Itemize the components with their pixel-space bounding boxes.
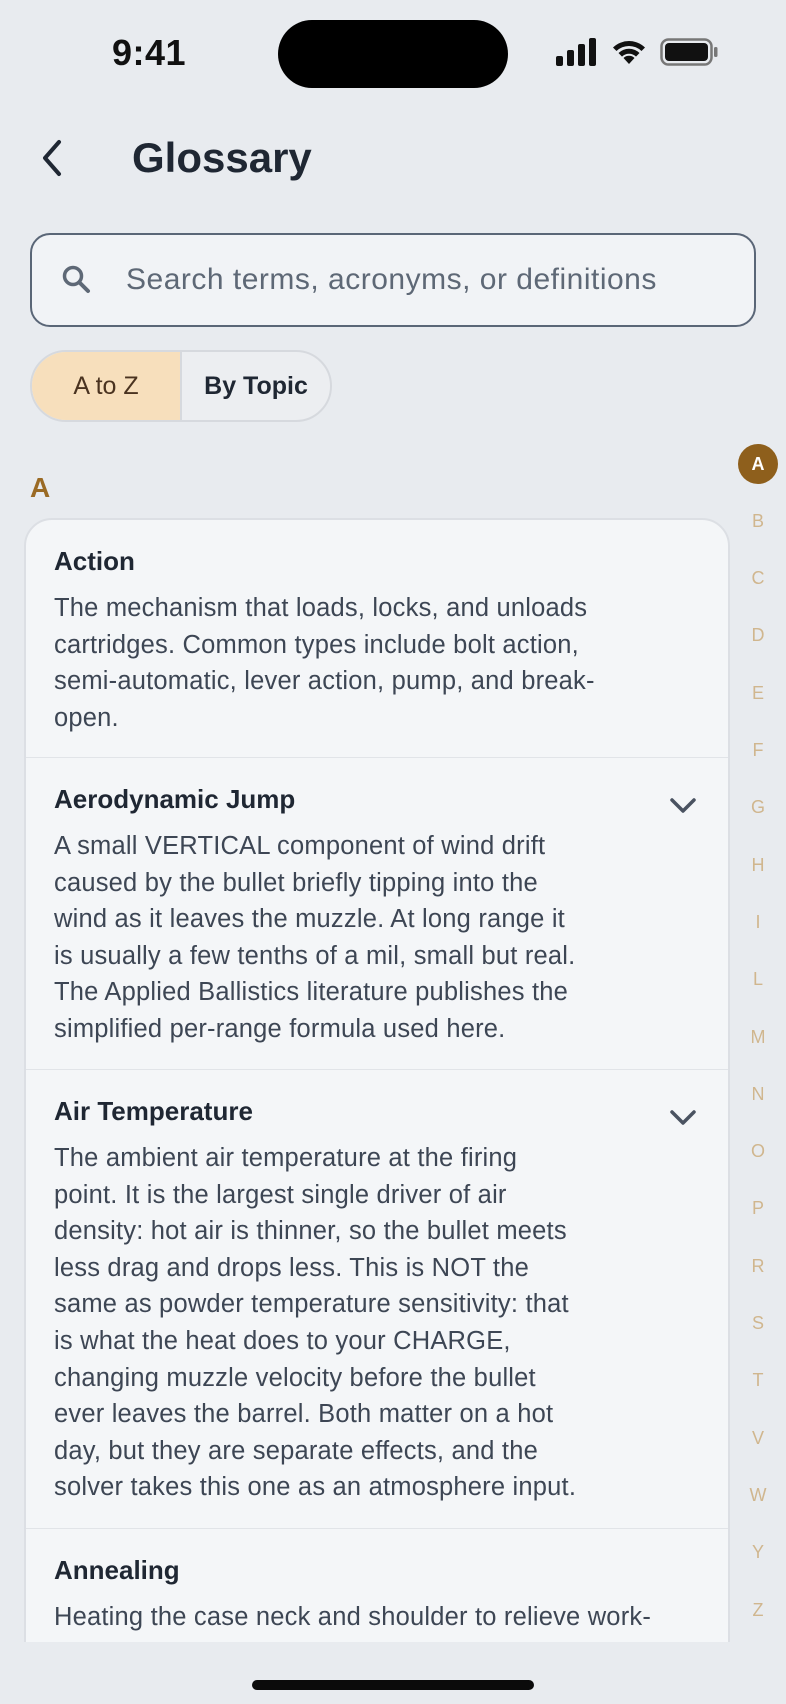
alphabet-index-letter-b[interactable]: B [751, 510, 764, 531]
wifi-icon [610, 36, 648, 66]
alphabet-index-letter-h[interactable]: H [751, 854, 765, 875]
definition-line: solver takes this one as an atmosphere input. [54, 1473, 577, 1502]
definition-line: The ambient air temperature at the firing [54, 1144, 518, 1172]
alphabet-index-letter-g[interactable]: G [750, 797, 765, 818]
definition-line: caused by the bullet briefly tipping into the [54, 868, 538, 897]
chevron-down-icon[interactable] [668, 796, 698, 816]
definition-line: simplified per-range formula used here. [54, 1014, 506, 1043]
entry-term: Action [54, 546, 135, 576]
alphabet-index-letter-v[interactable]: V [751, 1427, 764, 1448]
glossary-entry-air-temperature[interactable] [26, 1070, 728, 1529]
sort-mode-segmented-control [30, 350, 332, 422]
alphabet-index-letter-o[interactable]: O [750, 1141, 765, 1162]
definition-line: ever leaves the barrel. Both matter on a hot [54, 1400, 554, 1429]
definition-line: semi-automatic, lever action, pump, and break- [54, 667, 595, 696]
definition-line: point. It is the largest single driver of air [54, 1180, 507, 1209]
definition-line: same as powder temperature sensitivity: that [54, 1290, 569, 1319]
definition-line: The Applied Ballistics literature publishes the [54, 978, 569, 1007]
alphabet-index-letter-m[interactable]: M [750, 1026, 766, 1047]
cellular-signal-icon [556, 38, 598, 66]
entry-definition [54, 828, 575, 1048]
definition-line: The mechanism that loads, locks, and unloads [54, 594, 588, 622]
glossary-entry-aerodynamic-jump[interactable] [26, 758, 728, 1070]
definition-line: less drag and drops less. This is NOT the [54, 1253, 529, 1282]
alphabet-index-letter-w[interactable]: W [749, 1484, 767, 1505]
segment-by-topic[interactable]: By Topic [204, 371, 308, 400]
alphabet-index-letter-s[interactable]: S [751, 1313, 764, 1333]
status-bar [0, 0, 786, 100]
search-icon [60, 263, 94, 297]
definition-line: wind as it leaves the muzzle. At long range it [54, 905, 565, 934]
definition-line: cartridges. Common types include bolt action, [54, 630, 579, 659]
alphabet-index-letter-c[interactable]: C [751, 568, 765, 589]
entry-term: Annealing [54, 1555, 180, 1585]
definition-line: changing muzzle velocity before the bullet [54, 1363, 536, 1392]
alphabet-index-letter-d[interactable]: D [751, 625, 765, 646]
definition-line: day, but they are separate effects, and the [54, 1436, 538, 1465]
alphabet-index-letter-n[interactable]: N [751, 1083, 765, 1104]
entry-definition [54, 590, 595, 736]
dynamic-island [278, 20, 508, 88]
home-indicator[interactable] [252, 1680, 534, 1690]
definition-line: A small VERTICAL component of wind drift [54, 832, 546, 860]
back-button[interactable] [26, 132, 78, 184]
alphabet-index-letter-z[interactable]: Z [752, 1599, 764, 1620]
search-input[interactable] [126, 235, 736, 325]
chevron-down-icon[interactable] [668, 1108, 698, 1128]
navigation-header [0, 120, 786, 200]
alphabet-index-letter-r[interactable]: R [751, 1255, 765, 1276]
alphabet-index-letter-y[interactable]: Y [751, 1542, 764, 1563]
glossary-entry-action[interactable] [26, 520, 728, 758]
definition-line: open. [54, 703, 119, 732]
definition-line: density: hot air is thinner, so the bullet meets [54, 1217, 567, 1246]
chevron-left-icon [37, 138, 67, 178]
definition-line: is usually a few tenths of a mil, small but real. [54, 941, 576, 970]
entry-definition [54, 1599, 651, 1636]
section-header-letter: A [30, 472, 51, 503]
alphabet-index-letter-p[interactable]: P [751, 1198, 764, 1219]
definition-line: is what the heat does to your CHARGE, [54, 1326, 511, 1355]
glossary-list-card [24, 518, 730, 1704]
bottom-safe-area [0, 1642, 786, 1704]
alphabet-index-letter-e[interactable]: E [751, 682, 764, 703]
alphabet-index-letter-f[interactable]: F [752, 740, 764, 760]
search-bar[interactable] [30, 233, 756, 327]
segment-a-to-z[interactable]: A to Z [32, 352, 182, 420]
status-time: 9:41 [112, 32, 187, 73]
alphabet-index-letter-t[interactable]: T [752, 1370, 764, 1391]
alphabet-index-letter-a[interactable]: A [738, 444, 778, 484]
entry-term: Air Temperature [54, 1096, 253, 1126]
entry-definition [54, 1140, 576, 1506]
page-title: Glossary [132, 134, 312, 181]
alphabet-index-letter-l[interactable]: L [752, 969, 763, 990]
alphabet-index-letter-i[interactable]: I [755, 911, 761, 932]
definition-line: Heating the case neck and shoulder to relieve work- [54, 1603, 652, 1631]
battery-icon [660, 38, 718, 66]
entry-term: Aerodynamic Jump [54, 784, 296, 814]
